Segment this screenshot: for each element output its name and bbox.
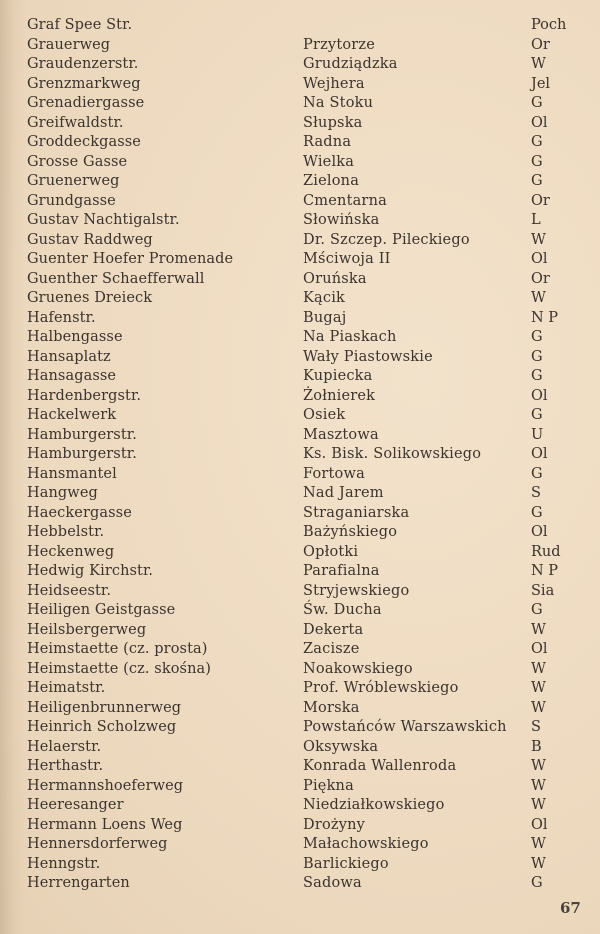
polish-name: Kupiecka [303,368,373,384]
table-row [0,36,600,56]
polish-name: Morska [303,699,360,716]
table-row [0,348,600,368]
district-code: W [531,680,546,696]
german-name: Hermannshoeferweg [27,777,184,794]
table-row [0,153,600,173]
polish-name: Żołnierek [303,387,376,404]
german-name: Greifwaldstr. [27,114,124,131]
german-name: Grenadiergasse [27,95,145,111]
district-code: G [531,407,543,423]
table-row [0,250,600,270]
polish-name: Piękna [303,777,354,794]
polish-name: Dekerta [303,621,364,638]
polish-name: Cmentarna [303,192,387,209]
district-code: S [531,485,541,501]
polish-name: Stryjewskiego [303,582,410,599]
german-name: Groddeckgasse [27,134,141,150]
german-name: Heilsbergerweg [27,621,147,638]
polish-name: Małachowskiego [303,836,429,852]
table-row [0,504,600,524]
polish-name: Oruńska [303,270,367,287]
district-code: G [531,134,543,150]
table-row [0,289,600,309]
polish-name: Masztowa [303,426,379,443]
district-code: G [531,504,543,521]
german-name: Hansaplatz [27,348,111,365]
table-row [0,562,600,582]
polish-name: Nad Jarem [303,485,384,501]
table-row [0,406,600,426]
district-code: G [531,368,543,384]
german-name: Henngstr. [27,855,101,872]
polish-name: Wały Piastowskie [303,348,433,365]
district-code: U [531,426,544,443]
polish-name: Osiek [303,407,346,423]
district-code: W [531,758,546,774]
german-name: Haeckergasse [27,504,132,521]
german-name: Gustav Raddweg [27,231,153,248]
polish-name: Barlickiego [303,855,389,872]
table-row [0,367,600,387]
table-row [0,738,600,758]
district-code: G [531,602,543,618]
german-name: Heimatstr. [27,680,106,696]
polish-name: Parafialna [303,563,380,579]
polish-name: Przytorze [303,36,376,53]
german-name: Heidseestr. [27,582,112,599]
german-name: Heinrich Scholzweg [27,719,177,735]
german-name: Hedwig Kirchstr. [27,563,154,579]
district-code: Ol [531,641,548,657]
district-code: Sia [531,582,555,599]
district-code: L [531,212,541,228]
district-code: Poch [531,17,567,33]
german-name: Halbengasse [27,329,123,345]
table-row [0,133,600,153]
table-row [0,640,600,660]
german-name: Hangweg [27,485,98,501]
polish-name: Św. Ducha [303,602,382,618]
district-code: W [531,855,546,872]
polish-name: Wejhera [303,75,365,92]
polish-name: Drożyny [303,816,366,833]
district-code: G [531,348,543,365]
german-name: Hansagasse [27,368,117,384]
table-row [0,426,600,446]
german-name: Guenther Schaefferwall [27,270,205,287]
district-code: W [531,660,546,677]
polish-name: Ks. Bisk. Solikowskiego [303,446,482,462]
district-code: Ol [531,387,548,404]
german-name: Hackelwerk [27,407,117,423]
district-code: W [531,797,546,813]
german-name: Heiligenbrunnerweg [27,699,182,716]
table-row [0,777,600,797]
district-code: W [531,621,546,638]
german-name: Hardenbergstr. [27,387,142,404]
table-row [0,757,600,777]
district-code: G [531,329,543,345]
polish-name: Noakowskiego [303,660,413,677]
polish-name: Straganiarska [303,504,410,521]
polish-name: Opłotki [303,543,359,560]
table-row [0,601,600,621]
table-row [0,796,600,816]
table-row [0,387,600,407]
german-name: Hamburgerstr. [27,426,137,443]
page-number: 67 [560,899,581,917]
table-row [0,835,600,855]
table-row [0,445,600,465]
district-code: G [531,95,543,111]
table-row [0,270,600,290]
german-name: Hennersdorferweg [27,836,168,852]
district-code: W [531,56,546,72]
district-code: Ol [531,114,548,131]
polish-name: Konrada Wallenroda [303,758,457,774]
german-name: Herrengarten [27,875,130,891]
polish-name: Fortowa [303,465,365,482]
polish-name: Wielka [303,153,355,170]
table-row [0,309,600,329]
german-name: Gruenes Dreieck [27,290,153,306]
german-name: Heimstaette (cz. skośna) [27,660,212,677]
table-row [0,16,600,36]
german-name: Gustav Nachtigalstr. [27,212,180,228]
district-code: G [531,465,543,482]
german-name: Hebbelstr. [27,524,105,540]
district-code: Jel [531,75,551,92]
district-code: N P [531,563,559,579]
table-row [0,679,600,699]
table-row [0,855,600,875]
polish-name: Radna [303,134,352,150]
district-code: W [531,231,546,248]
german-name: Grenzmarkweg [27,75,141,92]
german-name: Heckenweg [27,543,115,560]
district-code: G [531,875,543,891]
polish-name: Grudziądzka [303,56,398,72]
polish-name: Powstańców Warszawskich [303,719,507,735]
district-code: W [531,290,546,306]
table-row [0,621,600,641]
polish-name: Kącik [303,290,346,306]
street-name-table [0,16,600,894]
district-code: N P [531,309,559,326]
table-row [0,874,600,894]
district-code: Or [531,36,550,53]
district-code: Ol [531,446,548,462]
polish-name: Prof. Wróblewskiego [303,680,459,696]
german-name: Heiligen Geistgasse [27,602,176,618]
polish-name: Słupska [303,114,363,131]
district-code: W [531,836,546,852]
polish-name: Bugaj [303,309,347,326]
german-name: Grosse Gasse [27,153,128,170]
german-name: Hamburgerstr. [27,446,137,462]
district-code: Or [531,270,550,287]
german-name: Graudenzerstr. [27,56,139,72]
table-row [0,172,600,192]
table-row [0,816,600,836]
german-name: Helaerstr. [27,738,102,755]
polish-name: Oksywska [303,738,379,755]
table-row [0,699,600,719]
district-code: G [531,153,543,170]
table-row [0,211,600,231]
polish-name: Słowińska [303,212,380,228]
polish-name: Dr. Szczep. Pileckiego [303,231,470,248]
polish-name: Niedziałkowskiego [303,797,445,813]
german-name: Heeresanger [27,797,124,813]
district-code: W [531,777,546,794]
table-row [0,582,600,602]
polish-name: Mściwoja II [303,251,391,267]
district-code: Ol [531,816,548,833]
polish-name: Zielona [303,173,360,189]
table-row [0,94,600,114]
german-name: Guenter Hoefer Promenade [27,251,234,267]
district-code: W [531,699,546,716]
table-row [0,55,600,75]
polish-name: Sadowa [303,875,362,891]
table-row [0,465,600,485]
table-row [0,75,600,95]
polish-name: Zacisze [303,641,360,657]
german-name: Graf Spee Str. [27,17,133,33]
table-row [0,192,600,212]
table-row [0,718,600,738]
district-code: Or [531,192,550,209]
district-code: S [531,719,541,735]
german-name: Hafenstr. [27,309,96,326]
table-row [0,231,600,251]
polish-name: Na Piaskach [303,329,397,345]
german-name: Herthastr. [27,758,104,774]
german-name: Grauerweg [27,36,111,53]
table-row [0,523,600,543]
district-code: B [531,738,542,755]
district-code: Rud [531,543,561,560]
german-name: Hansmantel [27,465,117,482]
german-name: Hermann Loens Weg [27,816,183,833]
german-name: Grundgasse [27,192,116,209]
table-row [0,660,600,680]
polish-name: Na Stoku [303,95,374,111]
german-name: Heimstaette (cz. prosta) [27,641,208,657]
table-row [0,114,600,134]
polish-name: Bażyńskiego [303,524,398,540]
district-code: G [531,173,543,189]
district-code: Ol [531,251,548,267]
table-row [0,543,600,563]
district-code: Ol [531,524,548,540]
table-row [0,328,600,348]
table-row [0,484,600,504]
german-name: Gruenerweg [27,173,120,189]
